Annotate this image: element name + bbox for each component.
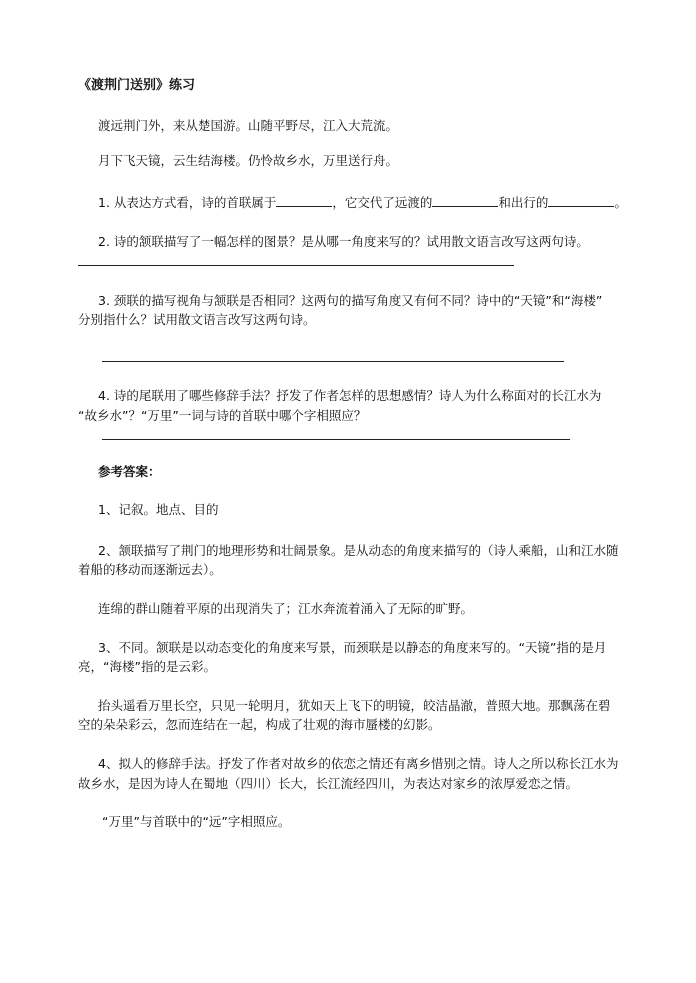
- question-1-text-d: 。: [614, 195, 627, 210]
- answer-line-q2[interactable]: [78, 265, 514, 266]
- question-3-line-2: 分别指什么？试用散文语言改写这两句诗。: [78, 312, 316, 327]
- answer-line-q4[interactable]: [102, 439, 570, 440]
- answer-blank-1[interactable]: [276, 194, 332, 207]
- answer-blank-3[interactable]: [548, 194, 614, 207]
- answer-3-line-2: 亮，“海楼”指的是云彩。: [78, 659, 216, 674]
- question-4-line-2: “故乡水”？“万里”一词与诗的首联中哪个字相照应？: [78, 408, 367, 423]
- answer-line-q3[interactable]: [102, 361, 564, 362]
- answer-2-rewrite: 连绵的群山随着平原的出现消失了；江水奔流着涌入了无际的旷野。: [98, 601, 474, 616]
- answer-3-rewrite-line-1: 抬头遥看万里长空，只见一轮明月，犹如天上飞下的明镜，皎洁晶澈，普照大地。那飘荡在碧: [98, 698, 611, 713]
- answer-3-line-1: 3、不同。颔联是以动态变化的角度来写景，而颈联是以静态的角度来写的。“天镜”指的是月: [98, 640, 607, 655]
- question-2: 2. 诗的颔联描写了一幅怎样的图景？是从哪一角度来写的？试用散文语言改写这两句诗。: [98, 234, 589, 249]
- answer-blank-2[interactable]: [432, 194, 498, 207]
- answer-3-rewrite-line-2: 空的朵朵彩云，忽而连结在一起，构成了壮观的海市蜃楼的幻影。: [78, 717, 441, 732]
- poem-line-1: 渡远荆门外，来从楚国游。山随平野尽，江入大荒流。: [98, 118, 399, 133]
- question-1: [98, 194, 627, 211]
- question-1-text-b: ，它交代了远渡的: [332, 195, 433, 210]
- question-4-line-1: 4. 诗的尾联用了哪些修辞手法？抒发了作者怎样的思想感情？诗人为什么称面对的长江水为: [98, 388, 602, 403]
- answer-4-line-2: 故乡水，是因为诗人在蜀地（四川）长大，长江流经四川，为表达对家乡的浓厚爱恋之情。: [78, 776, 579, 791]
- answer-2-line-1: 2、颔联描写了荆门的地理形势和壮阔景象。是从动态的角度来描写的（诗人乘船，山和江水随: [98, 543, 619, 558]
- answer-2-line-2: 着船的移动而逐渐远去）。: [78, 562, 222, 577]
- answer-4-note: “万里”与首联中的“远”字相照应。: [102, 814, 291, 829]
- question-3-line-1: 3. 颈联的描写视角与颔联是否相同？这两句的描写角度又有何不同？诗中的“天镜”和“海楼”: [98, 293, 603, 308]
- document-title: 《渡荆门送别》练习: [78, 78, 196, 93]
- answer-1: 1、记叙。地点、目的: [98, 502, 219, 517]
- answer-4-line-1: 4、拟人的修辞手法。抒发了作者对故乡的依恋之情还有离乡惜别之情。诗人之所以称长江水为: [98, 756, 619, 771]
- poem-line-2: 月下飞天镜，云生结海楼。仍怜故乡水，万里送行舟。: [98, 153, 399, 168]
- question-1-text-c: 和出行的: [498, 195, 549, 210]
- answers-heading: 参考答案：: [98, 464, 161, 479]
- question-1-text-a: 1. 从表达方式看，诗的首联属于: [98, 195, 277, 210]
